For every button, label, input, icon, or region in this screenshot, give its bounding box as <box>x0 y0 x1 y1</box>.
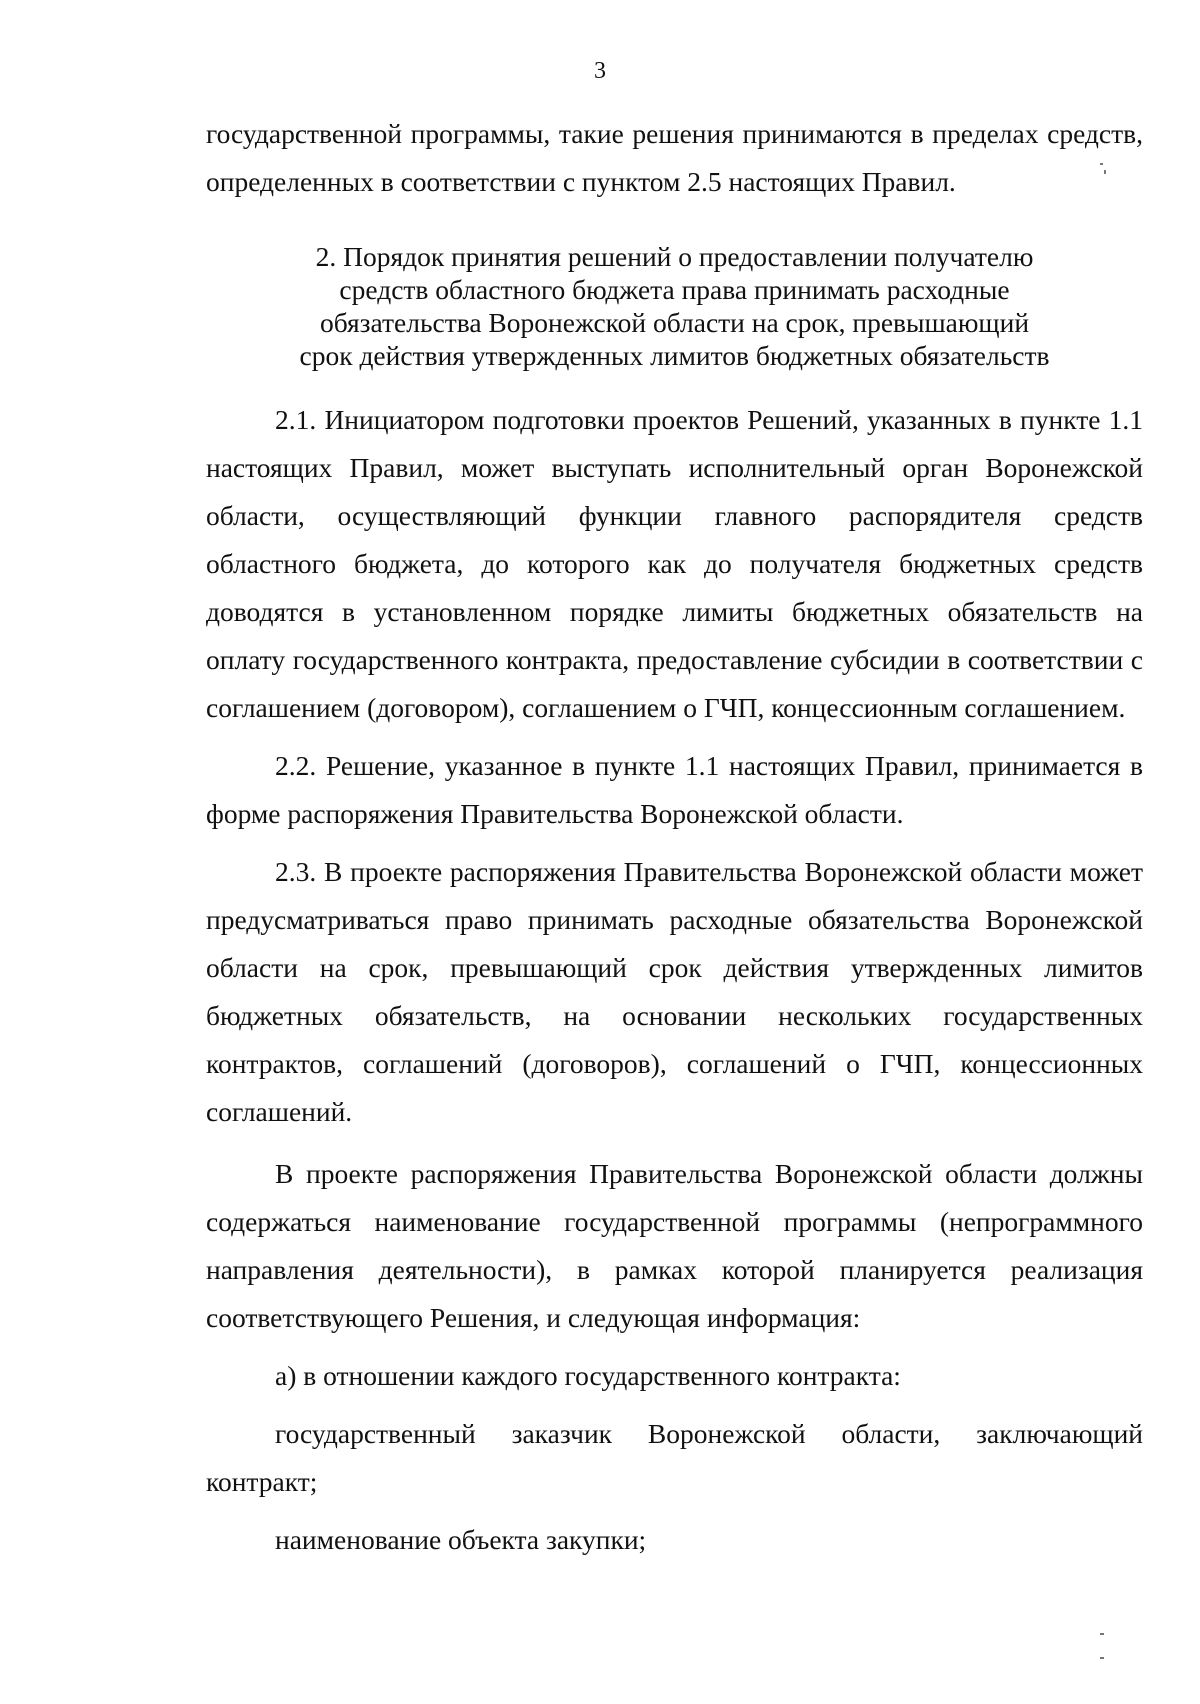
section-heading-line: срок действия утвержденных лимитов бюджетных обязательств <box>299 340 1050 371</box>
paragraph-2-3: 2.3. В проекте распоряжения Правительства Воронежской области может предусматриваться право принимать расходные обязательства Воронежской области на срок, превышающий срок действия утвержденных лимитов бюджетных обязательств, на основании нескольких государственных контрактов, соглашений (договоров), соглашений о ГЧП, концессионных соглашений. <box>206 856 1143 1127</box>
scan-speck <box>1100 163 1103 165</box>
scan-speck <box>1100 1633 1104 1635</box>
section-heading-line: средств областного бюджета права принимать расходные <box>339 274 1010 305</box>
section-heading-line: 2. Порядок принятия решений о предоставлении получателю <box>315 241 1034 272</box>
scan-speck <box>1100 1657 1104 1659</box>
paragraph-2-1: 2.1. Инициатором подготовки проектов Решений, указанных в пункте 1.1 настоящих Правил, может выступать исполнительный орган Воронежской области, осуществляющий функции главного распорядителя средств областного бюджета, до которого как до получателя бюджетных средств доводятся в установленном порядке лимиты бюджетных обязательств на оплату государственного контракта, предоставление субсидии в соответствии с соглашением (договором), соглашением о ГЧП, концессионным соглашением. <box>206 404 1143 723</box>
section-heading-line: обязательства Воронежской области на срок, превышающий <box>319 307 1030 338</box>
scan-speck <box>1104 170 1106 174</box>
list-item-object: наименование объекта закупки; <box>275 1524 647 1555</box>
list-item-customer: государственный заказчик Воронежской области, заключающий контракт; <box>206 1418 1143 1497</box>
paragraph-project-contents: В проекте распоряжения Правительства Воронежской области должны содержаться наименование государственной программы (непрограммного направления деятельности), в рамках которой планируется реализация соответствующего Решения, и следующая информация: <box>206 1158 1143 1333</box>
page-number: 3 <box>594 58 606 84</box>
list-item-a: а) в отношении каждого государственного контракта: <box>275 1360 901 1391</box>
paragraph-2-2: 2.2. Решение, указанное в пункте 1.1 настоящих Правил, принимается в форме распоряжения Правительства Воронежской области. <box>206 750 1143 829</box>
section-heading <box>206 240 1143 372</box>
document-body <box>206 110 1143 1564</box>
paragraph-continuation: государственной программы, такие решения принимаются в пределах средств, определенных в соответствии с пунктом 2.5 настоящих Правил. <box>206 118 1143 197</box>
